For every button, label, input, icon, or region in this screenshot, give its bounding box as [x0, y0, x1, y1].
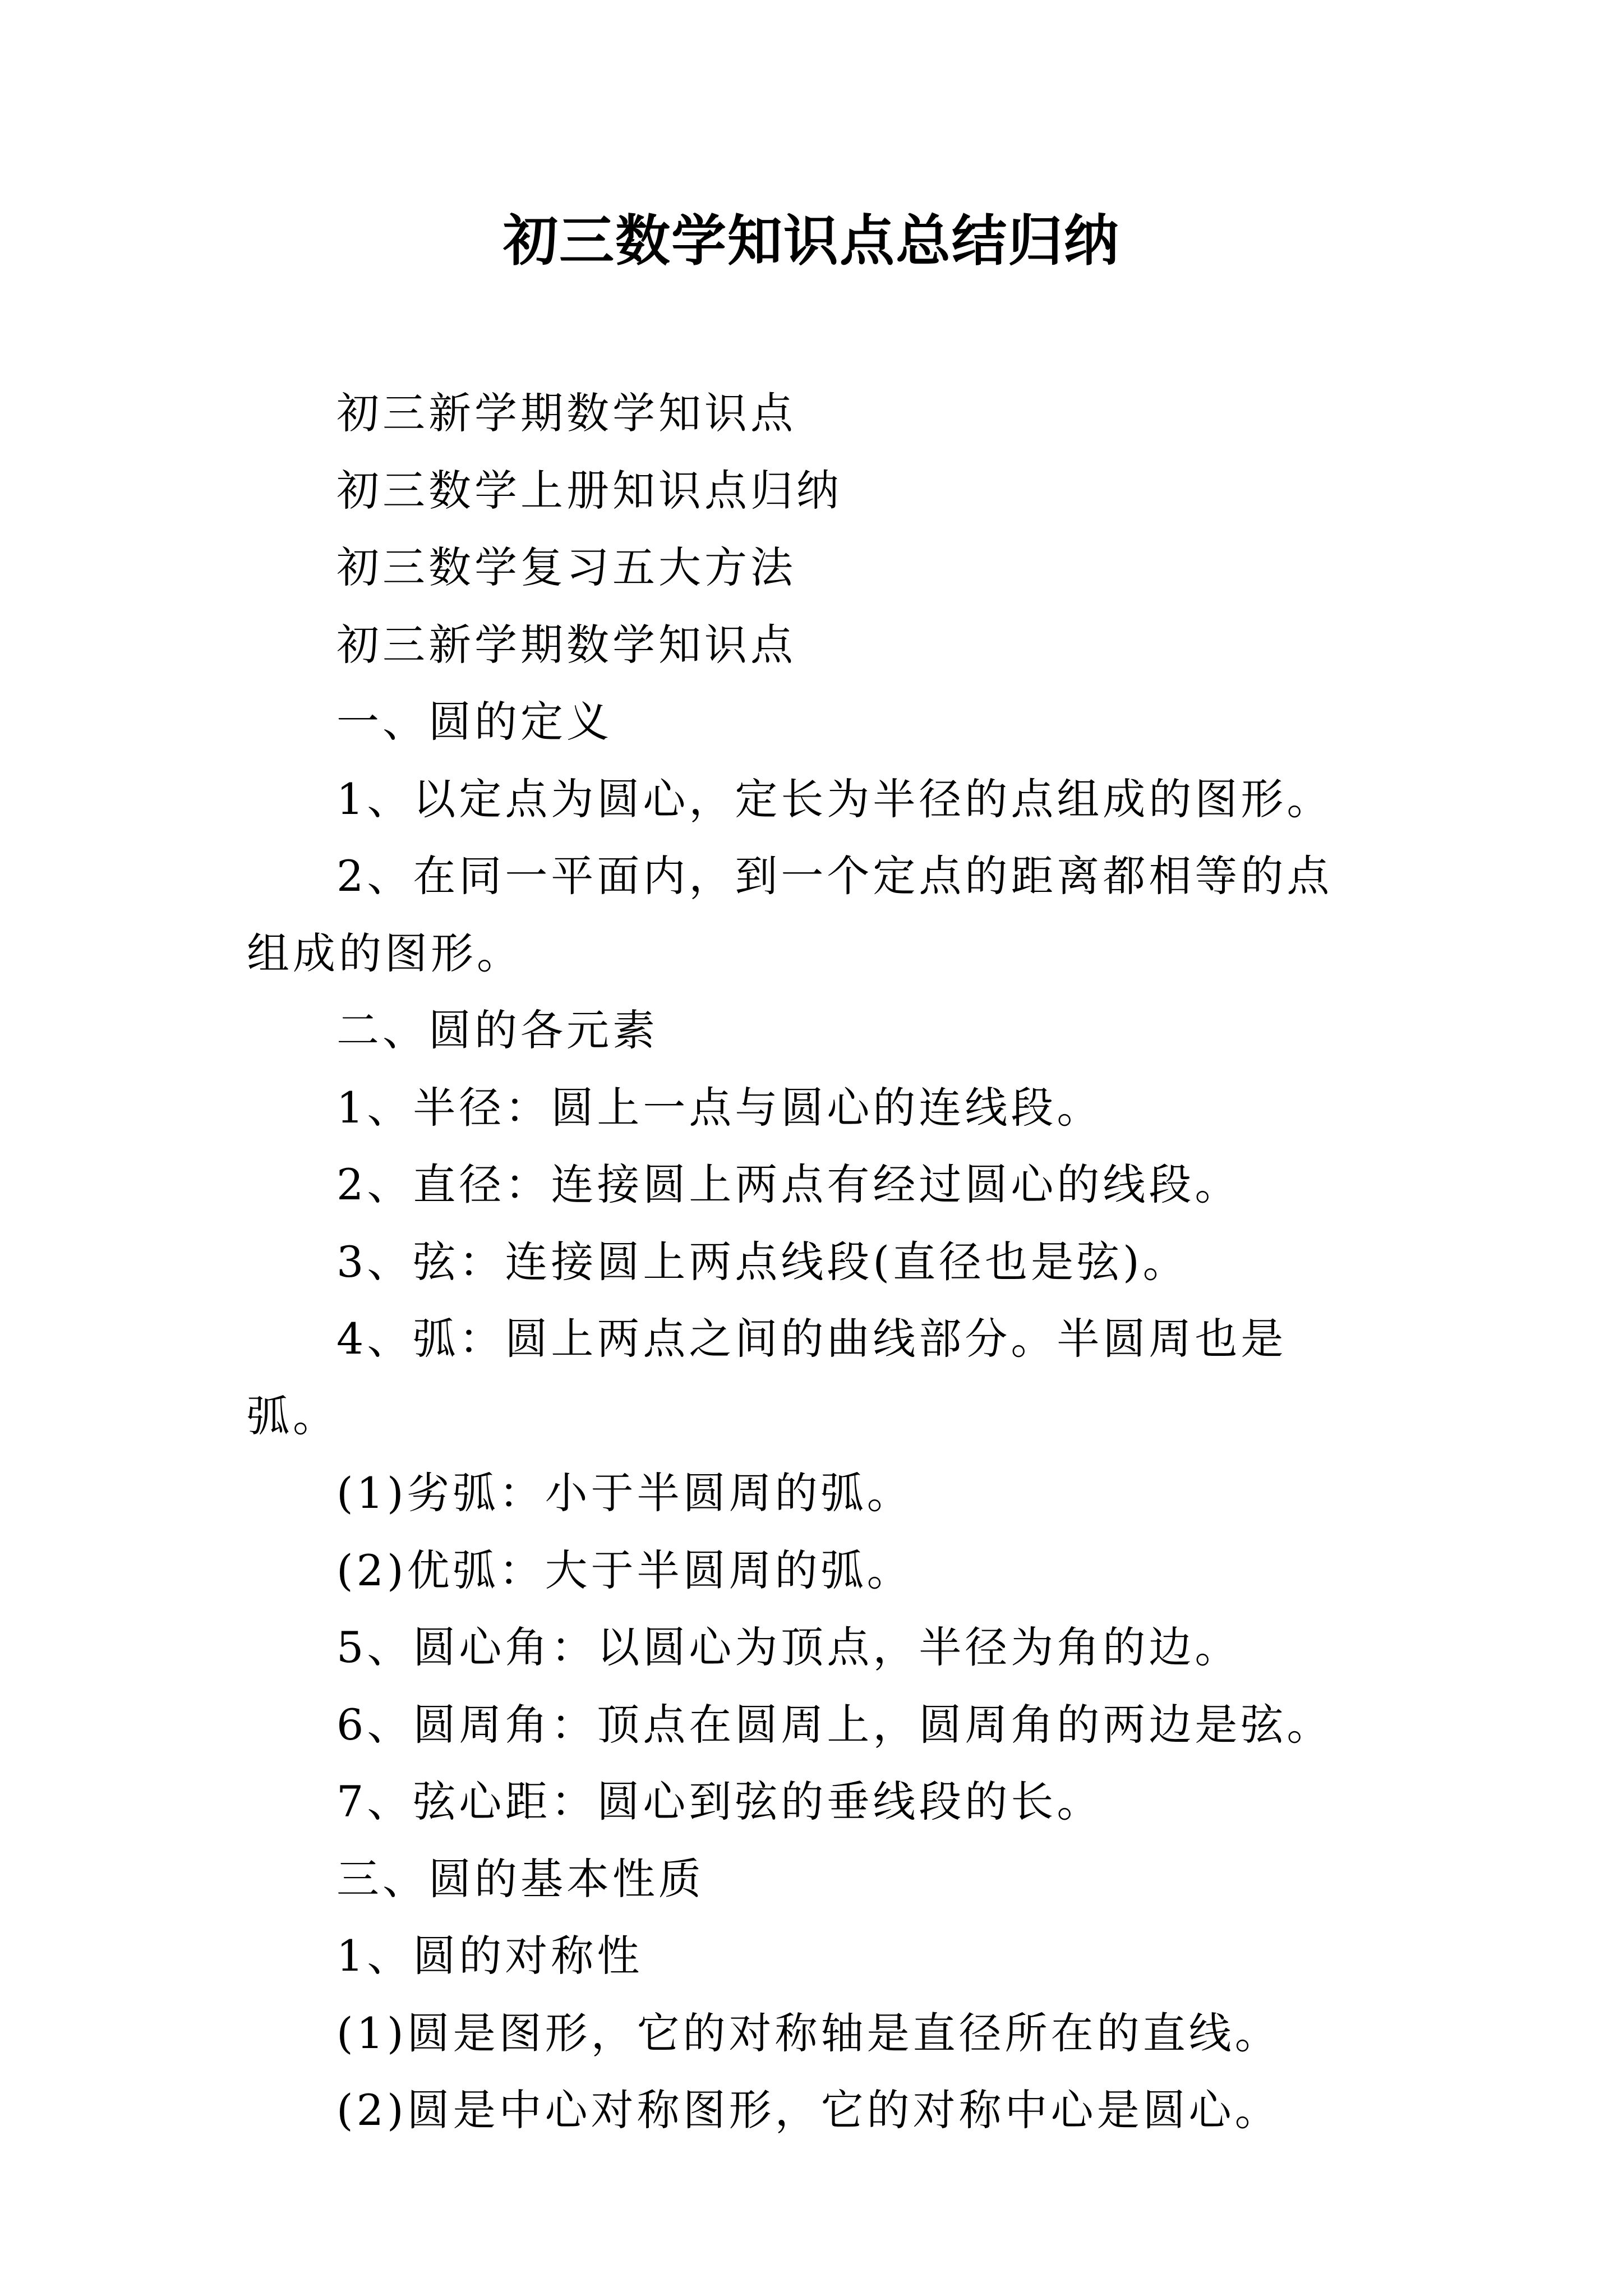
paragraph: 4、弧：圆上两点之间的曲线部分。半圆周也是弧。 — [247, 1314, 1287, 1441]
paragraph: 6、圆周角：顶点在圆周上，圆周角的两边是弦。 — [336, 1699, 1333, 1750]
section-heading: 二、圆的各元素 — [336, 1005, 658, 1055]
paragraph: 5、圆心角：以圆心为顶点，半径为角的边。 — [336, 1622, 1241, 1672]
paragraph: 初三新学期数学知识点 — [336, 619, 796, 670]
paragraph: (2)优弧：大于半圆周的弧。 — [336, 1545, 913, 1595]
paragraph: 1、半径：圆上一点与圆心的连线段。 — [336, 1082, 1103, 1133]
paragraph: 3、弦：连接圆上两点线段(直径也是弦)。 — [336, 1236, 1189, 1287]
document-title: 初三数学知识点总结归纳 — [502, 209, 1120, 273]
paragraph: 1、圆的对称性 — [336, 1931, 643, 1981]
paragraph: 1、以定点为圆心，定长为半径的点组成的图形。 — [336, 774, 1333, 824]
paragraph: (1)劣弧：小于半圆周的弧。 — [336, 1468, 913, 1518]
paragraph: 7、弦心距：圆心到弦的垂线段的长。 — [336, 1777, 1103, 1826]
paragraph: 初三新学期数学知识点 — [336, 388, 796, 438]
paragraph: 2、直径：连接圆上两点有经过圆心的线段。 — [336, 1159, 1241, 1209]
paragraph: (1)圆是图形，它的对称轴是直径所在的直线。 — [336, 2008, 1281, 2058]
section-heading: 一、圆的定义 — [336, 697, 612, 747]
paragraph: (2)圆是中心对称图形，它的对称中心是圆心。 — [336, 2085, 1281, 2135]
paragraph: 初三数学复习五大方法 — [336, 542, 796, 592]
section-heading: 三、圆的基本性质 — [336, 1853, 704, 1904]
paragraph: 2、在同一平面内，到一个定点的距离都相等的点组成的图形。 — [247, 851, 1333, 978]
paragraph: 初三数学上册知识点归纳 — [336, 465, 842, 516]
document-body — [247, 375, 1376, 2149]
